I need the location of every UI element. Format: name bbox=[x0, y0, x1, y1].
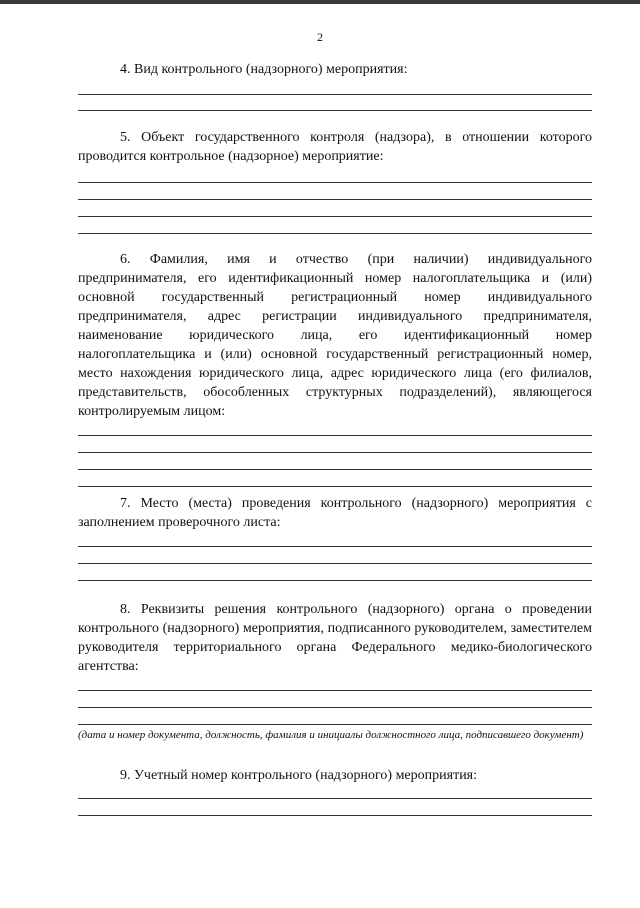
fill-line bbox=[78, 216, 592, 217]
section-5-text: 5. Объект государственного контроля (надзора), в отношении которого проводится контрольное (надзорное) мероприятие: bbox=[78, 130, 592, 164]
section-8-text: 8. Реквизиты решения контрольного (надзорного) органа о проведении контрольного (надзорного) мероприятия, подписанного руководителем, заместителем руководителя территориального органа Федерального медико-биологического агентства: bbox=[78, 602, 592, 674]
section-9-text: 9. Учетный номер контрольного (надзорного) мероприятия: bbox=[120, 768, 478, 783]
fill-line bbox=[78, 452, 592, 453]
section-7-text: 7. Место (места) проведения контрольного (надзорного) мероприятия с заполнением проверочного листа: bbox=[78, 496, 592, 530]
fill-line bbox=[78, 182, 592, 183]
section-5 bbox=[78, 128, 592, 234]
section-6 bbox=[78, 250, 592, 487]
fill-line bbox=[78, 580, 592, 581]
fill-line bbox=[78, 435, 592, 436]
fill-line bbox=[78, 690, 592, 691]
fill-line bbox=[78, 563, 592, 564]
section-6-text: 6. Фамилия, имя и отчество (при наличии) индивидуального предпринимателя, его идентификационный номер налогоплательщика и (или) основной государственный регистрационный номер индивидуального предпринимателя, адрес регистрации индивидуального предпринимателя, наименование юридического лица, его идентификационный номер налогоплательщика и (или) основной государственный регистрационный номер, место нахождения юридического лица, адрес юридического лица (его филиалов, представительств, обособленных структурных подразделений), являющегося контролируемым лицом: bbox=[78, 252, 592, 419]
fill-line bbox=[78, 798, 592, 799]
fill-line bbox=[78, 469, 592, 470]
section-9 bbox=[78, 766, 592, 816]
top-scan-border bbox=[0, 0, 640, 4]
section-4-text: 4. Вид контрольного (надзорного) мероприятия: bbox=[120, 62, 408, 77]
fill-line bbox=[78, 94, 592, 95]
fill-line bbox=[78, 815, 592, 816]
section-8-note: (дата и номер документа, должность, фамилия и инициалы должностного лица, подписавшего документ) bbox=[78, 729, 584, 741]
section-7 bbox=[78, 494, 592, 581]
fill-line bbox=[78, 707, 592, 708]
section-8 bbox=[78, 600, 592, 743]
fill-line bbox=[78, 486, 592, 487]
section-4 bbox=[78, 60, 592, 111]
fill-line bbox=[78, 110, 592, 111]
fill-line bbox=[78, 233, 592, 234]
fill-line bbox=[78, 199, 592, 200]
fill-line bbox=[78, 546, 592, 547]
page-number: 2 bbox=[317, 30, 323, 44]
fill-line bbox=[78, 724, 592, 725]
